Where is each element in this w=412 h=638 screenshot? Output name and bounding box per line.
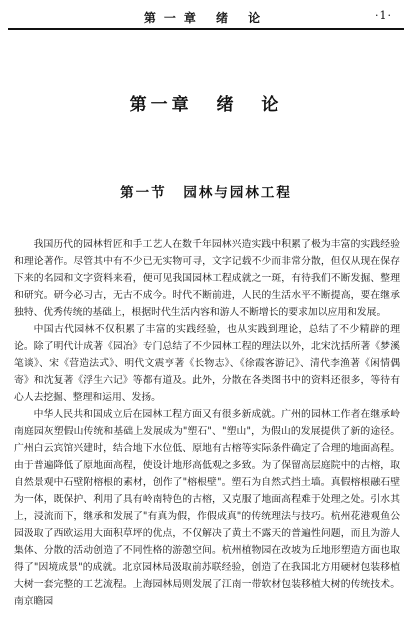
body-text xyxy=(14,236,400,610)
paragraph: 中国古代园林不仅积累了丰富的实践经验，也从实践到理论，总结了不少精辟的理论。除了明代计成著《园冶》专门总结了不少园林工程的理法以外，北宋沈括所著《梦溪笔谈》、宋《营造法式》、明代文震亨著《长物志》、《徐霞客游记》、清代李渔著《闲情偶寄》和沈复著《浮生六记》等都有道及。此外，分散在各类图书中的资料还很多，等待有心人去挖掘、整理和运用、发扬。 xyxy=(14,324,400,403)
header-rule xyxy=(8,28,404,30)
paragraph: 我国历代的园林哲匠和手工艺人在数千年园林兴造实践中积累了极为丰富的实践经验和理论著作。尽管其中有不少已无实物可寻，文字记载不少而非常分散，但仅从现在保存下来的名园和文字资料来看，便可见我国园林工程成就之一斑，有待我们不断发掘、整理和研究。研今必习古，无古不成今。时代不断前进，人民的生活水平不断提高，要在继承独特、优秀传统的基础上，根据时代生活内容和游人不断增长的要求加以应用和发展。 xyxy=(14,239,400,318)
paragraph: 中华人民共和国成立后在园林工程方面又有很多新成就。广州的园林工作者在继承岭南庭园灰塑假山传统和基础上发展成为"塑石"、"塑山"，为假山的发展提供了新的途径。广州白云宾馆兴建时，结合地下水位低、原地有古榕等实际条件确定了合理的地面高程。由于普遍降低了原地面高程，使设计地形高低观之多致。为了保留高层庭院中的古榕，取自然景观中石壁附榕根的素材，创作了"榕根壁"。塑石为自然式挡土墙。真假榕根融石壁为一体，既保护、利用了具有岭南特色的古榕，又克服了地面高程难于处理之处。引水其上，浸流而下，继承和发展了"有真为假，作假成真"的传统理法与技巧。杭州花港观鱼公园汲取了西欧运用大面积草坪的优点，不仅解决了黄土不露天的普遍性问题，而且为游人集体、分散的活动创造了不同性格的游憩空间。杭州植物园在改坡为丘地形塑造方面也取得了"因境成景"的成就。北京园林局汲取前苏联经验，创造了在我国北方用硬材包装移植大树一套完整的工艺流程。上海园林局则发展了江南一带软材包装移植大树的传统技术。南京瞻园 xyxy=(14,409,400,607)
section-title: 第一节 园林与园林工程 xyxy=(120,185,292,201)
chapter-title: 第一章 绪 论 xyxy=(129,95,283,115)
page-number: ·1· xyxy=(375,9,392,22)
running-header xyxy=(8,4,404,28)
running-title: 第一章 绪 论 xyxy=(143,11,269,25)
